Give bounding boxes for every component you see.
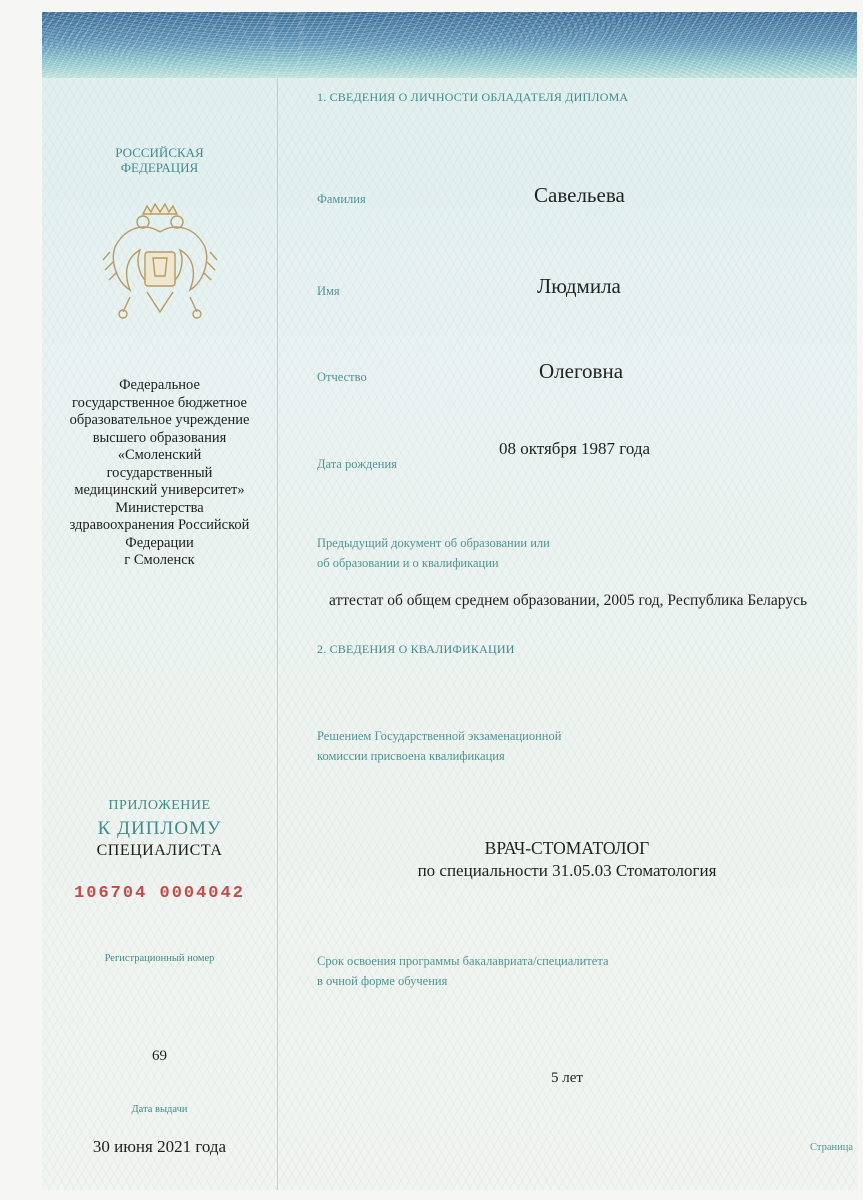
surname-value: Савельева xyxy=(534,183,625,207)
org-line: г Смоленск xyxy=(124,552,195,568)
org-line: Федеральное xyxy=(119,377,200,393)
org-line: здравоохранения Российской xyxy=(69,517,250,533)
decorative-band xyxy=(42,12,857,78)
prev-doc-value: аттестат об общем среднем образовании, 2005 год, Республика Беларусь xyxy=(329,592,808,609)
qualification-value: ВРАЧ-СТОМАТОЛОГ xyxy=(484,838,650,858)
column-divider xyxy=(277,78,278,1190)
org-line: Федерации xyxy=(125,534,194,551)
page-label: Страница xyxy=(810,1142,854,1153)
appendix-line-1: ПРИЛОЖЕНИЕ xyxy=(108,798,211,813)
issue-date: 30 июня 2021 года xyxy=(92,1137,227,1156)
name-value: Людмила xyxy=(537,274,621,298)
registration-label: Регистрационный номер xyxy=(104,953,215,964)
term-label-1: Срок освоения программы бакалавриата/специалитета xyxy=(317,954,609,968)
dob-label: Дата рождения xyxy=(317,457,397,471)
serial-number: 106704 0004042 xyxy=(74,884,245,903)
org-line: медицинский университет» xyxy=(74,482,245,498)
surname-label: Фамилия xyxy=(317,192,366,206)
term-value: 5 лет xyxy=(551,1070,583,1086)
country-title xyxy=(42,145,277,175)
diploma-sheet xyxy=(42,12,857,1190)
decision-label-2: комиссии присвоена квалификация xyxy=(317,749,505,763)
issuing-organization xyxy=(42,377,277,570)
country-line: ФЕДЕРАЦИЯ xyxy=(120,160,199,175)
org-line: государственное бюджетное xyxy=(72,394,247,411)
patronymic-label: Отчество xyxy=(317,370,367,384)
registration-number: 69 xyxy=(152,1048,167,1064)
coat-of-arms-icon xyxy=(42,202,277,327)
patronymic-value: Олеговна xyxy=(539,359,624,383)
appendix-line-3: СПЕЦИАЛИСТА xyxy=(96,842,223,859)
org-line: Министерства xyxy=(115,499,204,516)
org-line: высшего образования xyxy=(92,429,227,446)
country-line: РОССИЙСКАЯ xyxy=(115,145,204,160)
org-line: образовательное учреждение xyxy=(69,412,250,428)
name-label: Имя xyxy=(317,284,340,298)
section-1-heading: 1. СВЕДЕНИЯ О ЛИЧНОСТИ ОБЛАДАТЕЛЯ ДИПЛОМА xyxy=(317,90,629,104)
decision-label-1: Решением Государственной экзаменационной xyxy=(317,729,562,743)
prev-doc-label-1: Предыдущий документ об образовании или xyxy=(317,536,550,550)
dob-value: 08 октября 1987 года xyxy=(499,439,651,458)
org-line: государственный xyxy=(106,464,213,481)
org-line: «Смоленский xyxy=(117,447,202,463)
issue-date-label: Дата выдачи xyxy=(131,1104,188,1115)
term-label-2: в очной форме обучения xyxy=(317,974,448,988)
appendix-line-2: К ДИПЛОМУ xyxy=(97,818,222,839)
section-2-heading: 2. СВЕДЕНИЯ О КВАЛИФИКАЦИИ xyxy=(317,642,515,656)
specialty-value: по специальности 31.05.03 Стоматология xyxy=(417,861,717,880)
prev-doc-label-2: об образовании и о квалификации xyxy=(317,556,499,570)
